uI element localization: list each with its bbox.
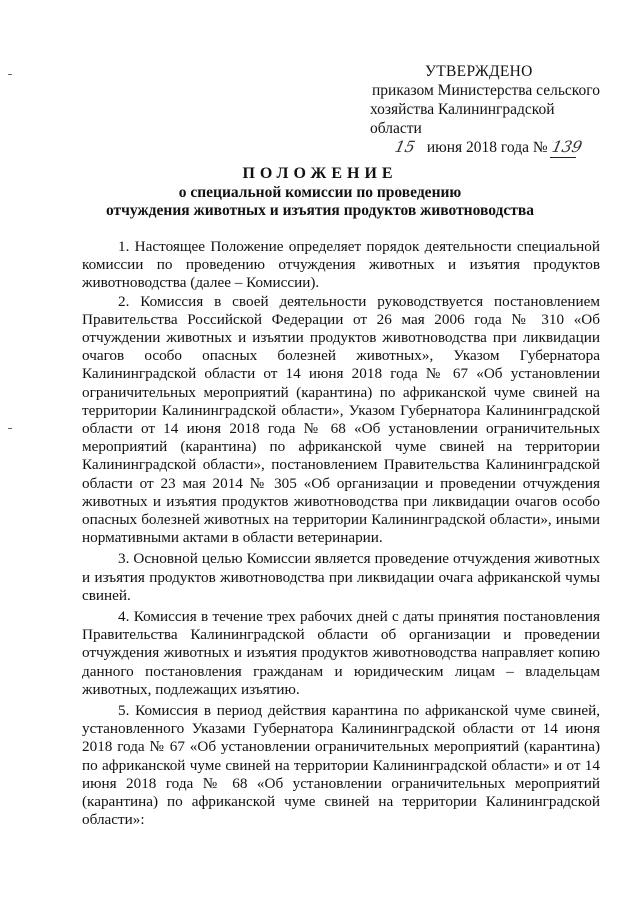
- scan-mark: [8, 428, 12, 429]
- handwritten-order-number: 139: [549, 138, 584, 156]
- heading-title: ПОЛОЖЕНИЕ: [242, 165, 398, 182]
- paragraph-5: 5. Комиссия в период действия карантина по африканской чуме свиней, установленного Указами Губернатора Калининградской области от 14 июня 2018 года № 67 «Об установлении ограничительных мероприятий (карантина) по африканской чуме свиней на территории Калининградской области» и от 14 июня 2018 года № 68 «Об установлении ограничительных мероприятий (карантина) по африканской чуме свиней на территории Калининградской области»:: [82, 702, 600, 829]
- approval-date-text: июня 2018 года №: [426, 139, 548, 156]
- handwritten-day: 15: [393, 138, 417, 156]
- approval-date-line: [395, 138, 610, 158]
- paragraph-3: 3. Основной целью Комиссии является проведение отчуждения животных и изъятия продуктов животноводства при ликвидации очага африканской чумы свиней.: [82, 550, 600, 604]
- document-body: [82, 238, 600, 830]
- paragraph-4: 4. Комиссия в течение трех рабочих дней с даты принятия постановления Правительства Калининградской области об организации и проведении отчуждения животных и изъятия продуктов животноводства направляет копию данного постановления гражданам и юридическим лицам – владельцам животных, подлежащих изъятию.: [82, 608, 600, 698]
- approval-line-1: приказом Министерства сельского: [372, 82, 601, 99]
- scan-mark: [8, 74, 12, 75]
- heading-subtitle-2: отчуждения животных и изъятия продуктов животноводства: [105, 202, 534, 219]
- approval-line-2: хозяйства Калининградской области: [370, 101, 555, 137]
- approval-title: УТВЕРЖДЕНО: [425, 63, 533, 80]
- paragraph-2: 2. Комиссия в своей деятельности руководствуется постановлением Правительства Российской Федерации от 26 мая 2006 года № 310 «Об отчуждении животных и изъятии продуктов животноводства при ликвидации очагов особо опасных болезней животных», Указом Губернатора Калининградской области от 14 июня 2018 года № 67 «Об установлении ограничительных мероприятий (карантина) по африканской чуме свиней на территории Калининградской области», Указом Губернатора Калининградской области от 14 июня 2018 года № 68 «Об установлении ограничительных мероприятий (карантина) по африканской чуме свиней на территории Калининградской области», постановлением Правительства Калининградской области от 23 мая 2014 № 305 «Об организации и проведении отчуждения животных и изъятия продуктов животноводства при ликвидации очагов особо опасных болезней животных на территории Калининградской области», иными нормативными актами в области ветеринарии.: [82, 292, 600, 547]
- approval-block: [350, 62, 610, 158]
- document-heading: [0, 165, 640, 220]
- heading-subtitle-1: о специальной комиссии по проведению: [178, 184, 462, 201]
- paragraph-1: 1. Настоящее Положение определяет порядок деятельности специальной комиссии по проведению отчуждения животных и изъятия продуктов животноводства (далее – Комиссии).: [82, 238, 600, 292]
